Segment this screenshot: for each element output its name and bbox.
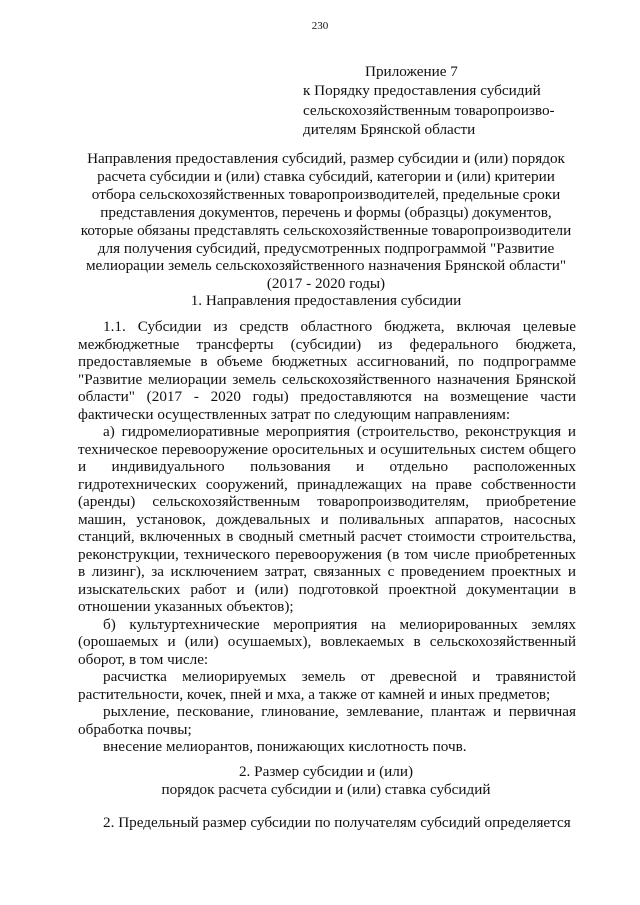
appendix-line: к Порядку предоставления субсидий [303,82,541,100]
section-2-heading-line: порядок расчета субсидии и (или) ставка субсидий [161,781,491,798]
title-line: отбора сельскохозяйственных товаропроизводителей, предельные сроки [91,185,561,203]
page-number: 230 [311,20,329,32]
paragraph-1-1: 1.1. Субсидии из средств областного бюджета, включая целевые межбюджетные трансферты (субсидии) из федерального бюджета, предоставляемые в объеме бюджетных ассигнований, по подпрограмме "Развитие мелиорации земель сельскохозяйственного назначения Брянской области" (2017 - 2020 годы) предоставляются на возмещение части фактически осуществленных затрат по следующим направлениям: [78,318,576,423]
paragraph-b-item-3: внесение мелиорантов, понижающих кислотность почв. [103,738,467,755]
title-line: расчета субсидии и (или) ставка субсидий, категории и (или) критерии [97,167,555,185]
paragraph-b-item-2: рыхление, пескование, глинование, землевание, плантаж и первичная обработка почвы; [78,703,576,738]
paragraph-b: б) культуртехнические мероприятия на мелиорированных землях (орошаемых и (или) осушаемых), вовлекаемых в сельскохозяйственный оборот, в том числе: [78,615,576,668]
appendix-title: Приложение 7 [365,63,458,80]
title-line: Направления предоставления субсидий, размер субсидии и (или) порядок [87,150,565,167]
title-line: мелиорации земель сельскохозяйственного назначения Брянской области" [85,257,567,275]
title-line: (2017 - 2020 годы) [266,275,386,293]
appendix-line: сельскохозяйственным товаропроизво- [303,101,555,119]
title-line: которые обязаны представлять сельскохозяйственные товаропроизводители [80,221,572,239]
section-2-heading [68,763,584,799]
section-1-body [78,318,576,756]
paragraph-b-item-1: расчистка мелиорируемых земель от древесной и травянистой растительности, кочек, пней и мха, а также от камней и иных предметов; [78,668,576,703]
section-2-heading-line: 2. Размер субсидии и (или) [238,763,414,780]
appendix-block [303,62,603,140]
paragraph-a: а) гидромелиоративные мероприятия (строительство, реконструкция и техническое перевооружение оросительных и осушительных систем общего и индивидуального пользования и отдельно расположенных гидротехнических сооружений, принадлежащих на праве собственности (аренды) сельскохозяйственным товаропроизводителям, приобретение машин, установок, дождевальных и поливальных аппаратов, насосных станций, включенных в сводный сметный расчет стоимости строительства, реконструкции, технического перевооружения (в том числе приобретенных в лизинг), за исключением затрат, связанных с проведением проектных и изыскательских работ и (или) подготовкой проектной документации в отношении указанных объектов); [78,423,576,615]
title-line: представления документов, перечень и формы (образцы) документов, [100,203,552,221]
section-1-heading: 1. Направления предоставления субсидии [190,292,462,309]
section-2-body [78,814,576,832]
appendix-line: дителям Брянской области [303,121,476,139]
title-line: для получения субсидий, предусмотренных подпрограммой "Развитие [97,239,555,257]
paragraph-2: 2. Предельный размер субсидии по получателям субсидий определяется [103,814,571,831]
document-title [68,150,584,293]
